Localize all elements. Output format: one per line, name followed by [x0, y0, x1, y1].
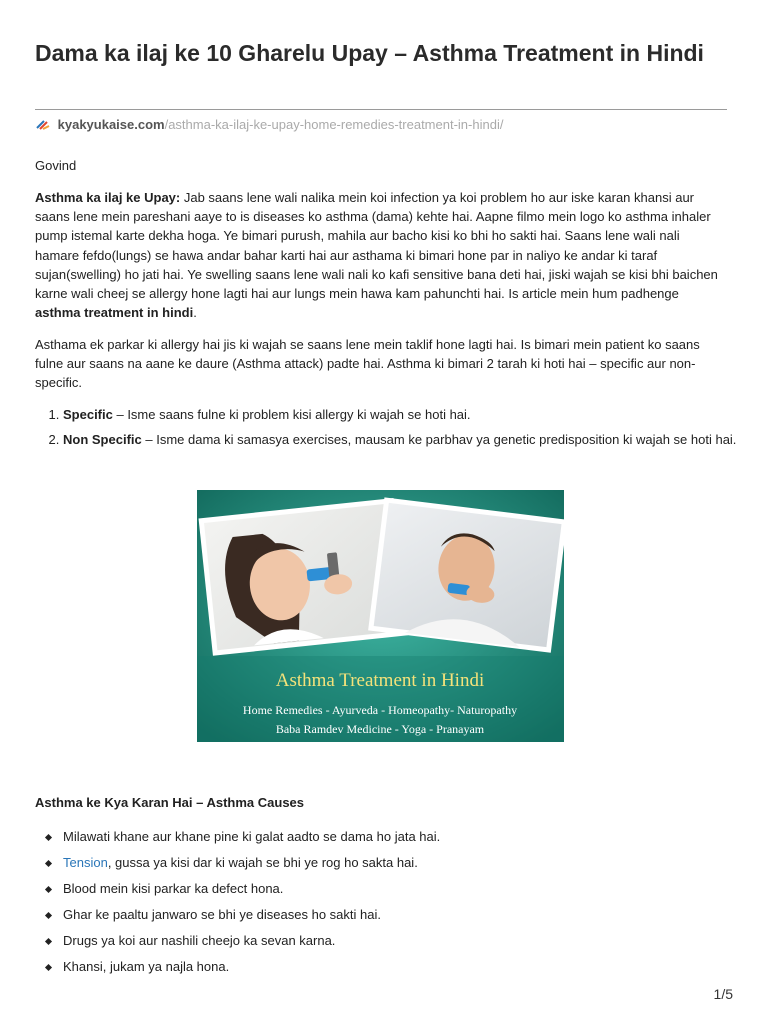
cause-text: Ghar ke paaltu janwaro se bhi ye diseases ho sakti hai. — [63, 907, 381, 922]
banner-illustration — [197, 490, 564, 742]
cause-link[interactable]: Tension — [63, 855, 108, 870]
list-item — [35, 958, 727, 976]
causes-list — [35, 828, 727, 984]
title-divider — [35, 109, 727, 110]
type-text: – Isme saans fulne ki problem kisi allergy ki wajah se hoti hai. — [112, 407, 471, 422]
cause-text: Milawati khane aur khane pine ki galat aadto se dama ho jata hai. — [63, 829, 441, 844]
intro-body: Jab saans lene wali nalika mein koi infection ya koi problem ho aur iske karan khansi aur saans lene mein pareshani aaye to is diseases ko asthma (dama) kehte hai. Aapne filmo mein logo ko asthma inhaler pump istemal karte dekha hoga. Ye bimari purush, mahila aur bacho kisi ko bhi ho sakti hai. Saans lene wali nali hamare fefdo(lungs) se hawa andar bahar karti hai aur asthama ki bimari hone par in naliyo ke andar ki taraf sujan(swelling) ho jati hai. Ye swelling saans lene wali nali ko kafi sensitive bana deti hai, jiski wajah se kisi bhi baichen karne wali cheej se allergy hone lagti hai aur lungs mein hawa kam pahunchti hai. Is article mein hum padhenge — [35, 190, 718, 302]
type-label: Specific — [63, 407, 113, 422]
list-item — [35, 854, 727, 872]
source-domain[interactable]: kyakyukaise.com — [57, 117, 165, 132]
bullet-icon — [45, 886, 52, 893]
list-item — [63, 405, 755, 424]
causes-heading: Asthma ke Kya Karan Hai – Asthma Causes — [35, 795, 305, 810]
bullet-icon — [45, 860, 52, 867]
source-path[interactable]: /asthma-ka-ilaj-ke-upay-home-remedies-treatment-in-hindi/ — [164, 117, 504, 132]
asthma-types-paragraph: Asthama ek parkar ki allergy hai jis ki wajah se saans lene mein taklif hone lagti hai. Is bimari mein patient ko saans fulne aur saans na aane ke daure (Asthma attack) padte hai. Asthma ki bimari 2 tarah ki hoti hai – specific aur non-specific. — [35, 337, 700, 391]
type-label: Non Specific — [63, 432, 142, 448]
asthma-types-list — [35, 405, 755, 455]
bullet-icon — [45, 834, 52, 841]
list-item — [35, 828, 727, 846]
intro-period: . — [193, 305, 197, 321]
intro-paragraph — [35, 188, 727, 322]
site-logo-icon — [35, 118, 51, 130]
cause-text: Blood mein kisi parkar ka defect hona. — [63, 881, 284, 896]
banner-title: Asthma Treatment in Hindi — [275, 670, 485, 691]
list-item — [35, 906, 727, 924]
list-item — [35, 880, 727, 898]
bullet-icon — [45, 964, 52, 971]
source-line — [35, 117, 503, 133]
bullet-icon — [45, 938, 52, 945]
cause-text: Drugs ya koi aur nashili cheejo ka sevan karna. — [63, 933, 336, 948]
article-title: Dama ka ilaj ke 10 Gharelu Upay – Asthma Treatment in Hindi — [35, 40, 704, 66]
banner-line-1: Home Remedies - Ayurveda - Homeopathy- Naturopathy — [242, 703, 518, 717]
intro-lead: Asthma ka ilaj ke Upay: — [35, 190, 181, 205]
cause-text: , gussa ya kisi dar ki wajah se bhi ye rog ho sakta hai. — [107, 855, 418, 870]
bullet-icon — [45, 912, 52, 919]
page-number: 1/5 — [713, 986, 733, 1002]
type-text: – Isme dama ki samasya exercises, mausam ke parbhav ya genetic predisposition ki wajah se hoti hai. — [141, 432, 737, 448]
cause-text: Khansi, jukam ya najla hona. — [63, 959, 230, 974]
banner-line-2: Baba Ramdev Medicine - Yoga - Pranayam — [275, 722, 485, 736]
list-item — [35, 932, 727, 950]
author-name: Govind — [35, 158, 77, 173]
intro-bold-end: asthma treatment in hindi — [35, 305, 194, 321]
list-item — [63, 430, 755, 449]
asthma-treatment-banner — [197, 490, 564, 742]
